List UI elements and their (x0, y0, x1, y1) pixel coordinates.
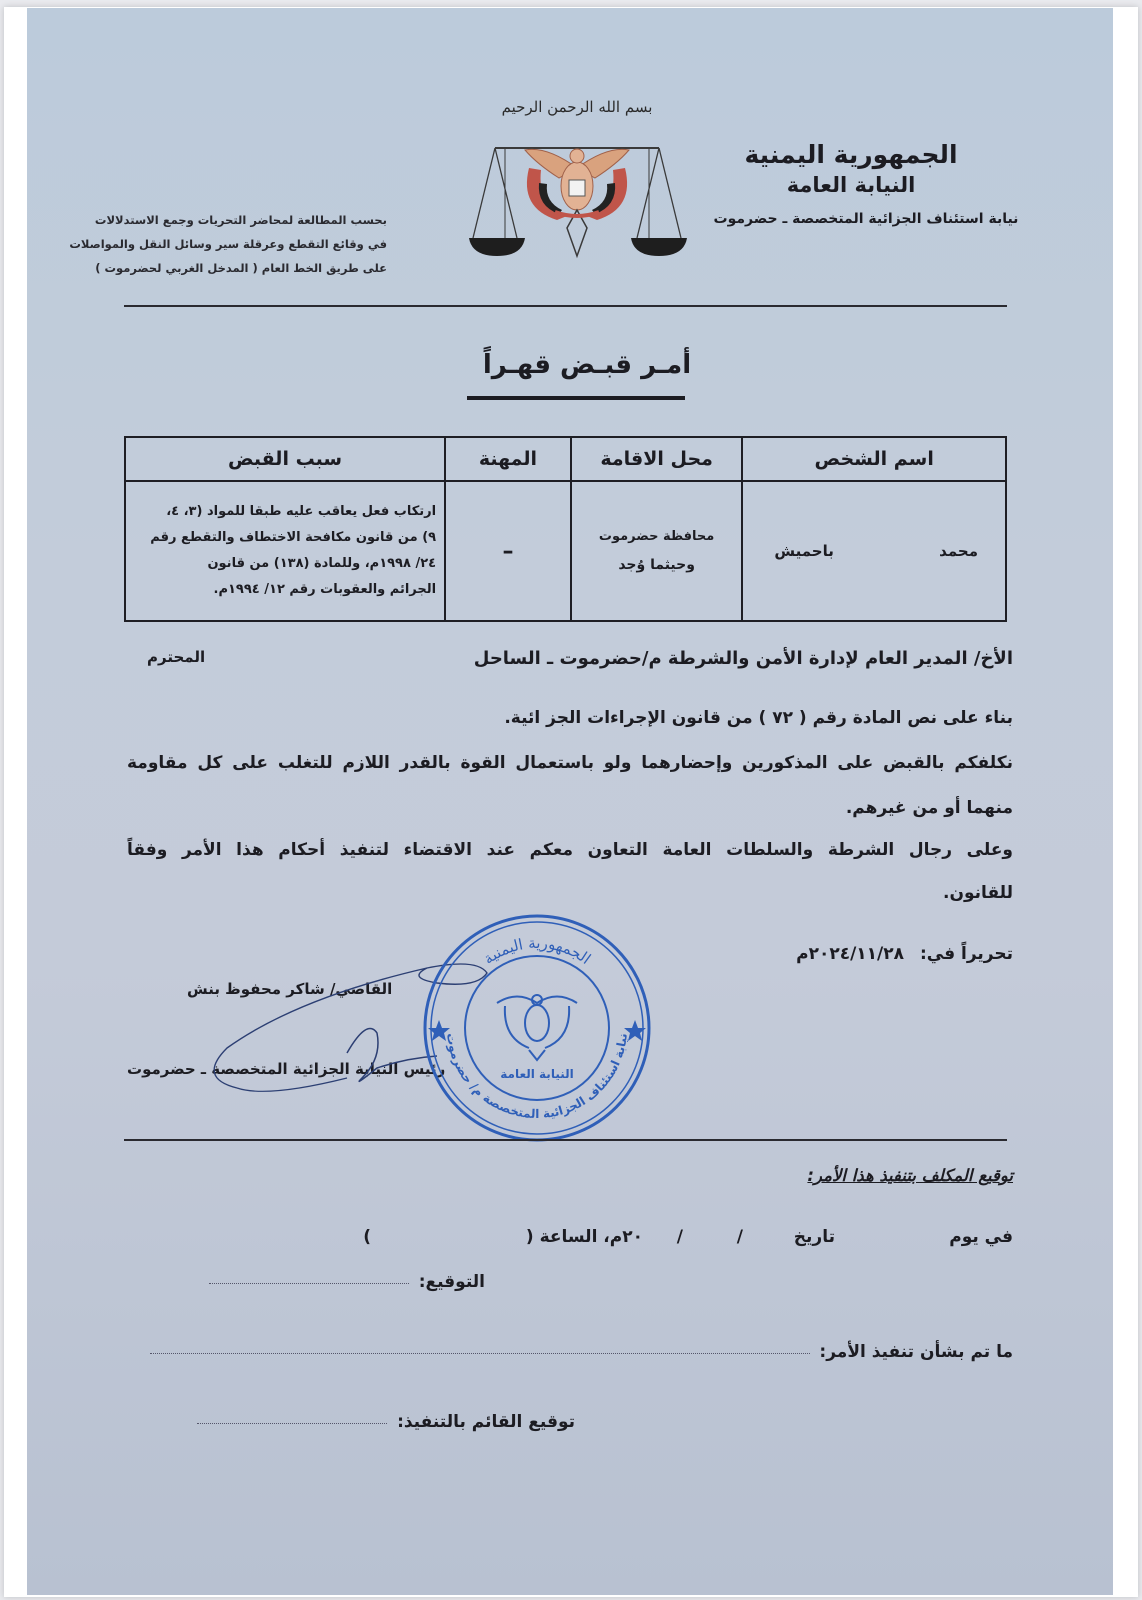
signature-label: التوقيع: (418, 1272, 485, 1292)
table-row (125, 481, 1006, 621)
signature-blank[interactable] (209, 1282, 409, 1284)
header-arrest-reason: سبب القبض (125, 437, 445, 481)
cell-profession: – (445, 481, 571, 621)
execution-result-blank[interactable] (150, 1352, 810, 1354)
office-name: نيابة استئناف الجزائية المتخصصة ـ حضرموت (713, 211, 1019, 227)
signatory-name: القاضي/ شاكر محفوظ بنش (187, 980, 393, 998)
cell-person-name (742, 481, 1006, 621)
execution-heading: توقيع المكلف بتنفيذ هذا الأمر: (807, 1166, 1013, 1185)
date-label: تاريخ (793, 1227, 835, 1247)
header-authority-block (701, 140, 1019, 227)
document-title: أمـر قبـض قهـراً (482, 350, 692, 380)
header-divider (124, 305, 1007, 307)
body-order: نكلفكم بالقبض على المذكورين وإحضارهما ولو باستعمال القوة بالقدر اللازم للتغلب على كل مقاومة (127, 753, 1013, 773)
header-note-line: على طريق الخط العام ( المدخل الغربي لحضرموت ) (95, 261, 387, 275)
signatory-title: رئيس النيابة الجزائية المتخصصة ـ حضرموت (127, 1060, 446, 1078)
honorific: المحترم (147, 648, 206, 666)
body-cooperation-cont: للقانون. (943, 883, 1013, 903)
header-profession: المهنة (445, 437, 571, 481)
close-paren: ) (363, 1227, 371, 1247)
reason-line: ٩) من قانون مكافحة الاختطاف والتقطع رقم (150, 530, 437, 545)
signature-field[interactable] (155, 1272, 485, 1298)
seal-eagle-icon (497, 995, 577, 1060)
title-underline (467, 396, 685, 400)
reason-line: الجرائم والعقوبات رقم ١٢/ ١٩٩٤م. (213, 582, 437, 597)
table-header-row (125, 437, 1006, 481)
document-page (27, 8, 1113, 1595)
body-order-cont: منهما أو من غيرهم. (845, 798, 1013, 818)
reason-line: ارتكاب فعل يعاقب عليه طبقا للمواد (٣، ٤، (166, 504, 437, 519)
residence-line: وحيثما وُجد (618, 557, 695, 573)
execution-date-line (357, 1227, 1013, 1253)
issue-date (796, 944, 1013, 964)
issue-date-value: ٢٠٢٤/١١/٢٨م (796, 944, 905, 964)
basmala: بسم الله الرحمن الرحيم (501, 98, 653, 116)
suspect-table (124, 436, 1007, 622)
official-seal (417, 908, 657, 1148)
addressee: الأخ/ المدير العام لإدارة الأمن والشرطة م/حضرموت ـ الساحل (473, 648, 1013, 669)
year-hour-label: ٢٠م، الساعة ( (525, 1227, 643, 1247)
header-person-name: اسم الشخص (742, 437, 1006, 481)
signature-divider (124, 1139, 1007, 1141)
executor-signature-label: توقيع القائم بالتنفيذ: (397, 1412, 575, 1432)
date-separator: / (676, 1227, 683, 1247)
execution-result-label: ما تم بشأن تنفيذ الأمر: (819, 1342, 1013, 1362)
body-legal-basis: بناء على نص المادة رقم ( ٧٢ ) من قانون الإجراءات الجز ائية. (504, 708, 1013, 728)
executor-signature-blank[interactable] (197, 1422, 387, 1424)
emblem (467, 98, 687, 268)
seal-inner-text: النيابة العامة (500, 1067, 574, 1081)
header-residence: محل الاقامة (571, 437, 743, 481)
seal-ring-text: نيابة استئناف الجزائية المتخصصة م/ حضرموت (444, 1032, 630, 1122)
body-cooperation: وعلى رجال الشرطة والسلطات العامة التعاون معكم عند الاقتضاء لتنفيذ أحكام هذا الأمر وفقاً (127, 840, 1013, 860)
header-note-line: بحسب المطالعة لمحاضر التحريات وجمع الاستدلالات (94, 213, 387, 227)
executor-signature-field[interactable] (155, 1412, 575, 1438)
cell-arrest-reason (125, 481, 445, 621)
header-note (67, 208, 387, 280)
residence-line: محافظة حضرموت (598, 529, 715, 544)
issue-date-label: تحريراً في: (919, 944, 1013, 964)
country-name: الجمهورية اليمنية (744, 140, 958, 169)
cell-residence (571, 481, 743, 621)
person-last-name: باحميش (774, 542, 834, 560)
person-first-name: محمد (939, 542, 978, 560)
date-separator: / (736, 1227, 743, 1247)
reason-line: ٢٤/ ١٩٩٨م، وللمادة (١٣٨) من قانون (207, 556, 437, 571)
execution-result-field[interactable] (142, 1342, 1013, 1368)
seal-outer-text: الجمهورية اليمنية (480, 933, 595, 968)
day-label: في يوم (949, 1227, 1013, 1247)
authority-name: النيابة العامة (786, 173, 916, 197)
header-note-line: في وقائع التقطع وعرقلة سير وسائل النقل والمواصلات (69, 237, 387, 251)
scales-eagle-emblem-icon (467, 128, 687, 278)
